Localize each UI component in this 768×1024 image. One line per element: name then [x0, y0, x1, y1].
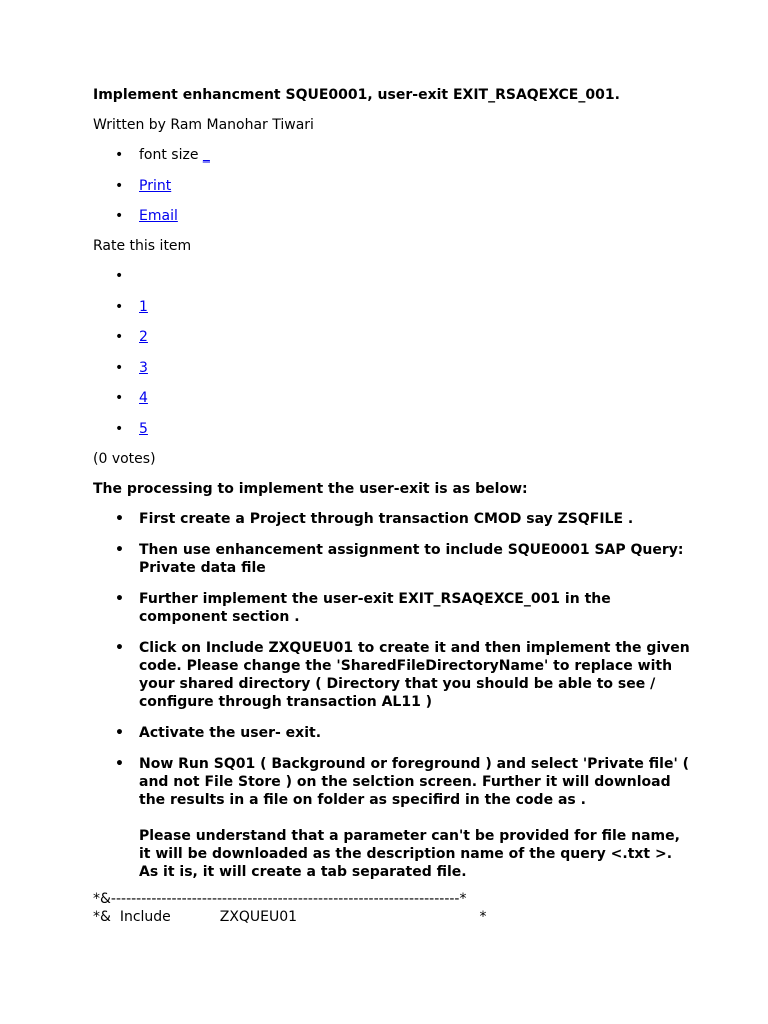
rating-link-5[interactable]: 5	[139, 420, 148, 437]
bullet-icon: •	[115, 639, 124, 656]
rating-list	[93, 267, 693, 438]
vote-count: (0 votes)	[93, 450, 156, 467]
rating-item-2	[93, 328, 693, 346]
rating-item-1	[93, 298, 693, 316]
font-size-link[interactable]: _	[202, 147, 210, 163]
step-item	[93, 639, 693, 711]
code-line: *&---------------------------------------------------------------------*	[93, 891, 467, 907]
bullet-icon: •	[115, 268, 124, 284]
step-note: Please understand that a parameter can't be provided for file name, it will be downloaded as the description name of the query <.txt >. As it is, it will create a tab separated file.	[139, 827, 680, 880]
step-text: Click on Include ZXQUEU01 to create it and then implement the given code. Please change the 'SharedFileDirectoryName' to replace with your shared directory ( Directory that you should be able to see / configure through transaction AL11 )	[139, 639, 690, 710]
bullet-icon: •	[115, 147, 124, 163]
bullet-icon: •	[115, 359, 124, 376]
step-item	[93, 724, 693, 742]
rating-item-4	[93, 389, 693, 407]
article-tools	[93, 146, 693, 225]
rating-item-5	[93, 420, 693, 438]
step-text: Then use enhancement assignment to include SQUE0001 SAP Query: Private data file	[139, 541, 684, 576]
email-item	[93, 207, 693, 225]
article-title: Implement enhancment SQUE0001, user-exit EXIT_RSAQEXCE_001.	[93, 87, 620, 103]
bullet-icon: •	[115, 298, 124, 315]
code-block	[93, 890, 487, 926]
step-text: Now Run SQ01 ( Background or foreground ) and select 'Private file' ( and not File Store ) on the selction screen. Further it will download the results in a file on folder as specifird in the code as .	[139, 755, 690, 808]
intro-text: The processing to implement the user-exit is as below:	[93, 480, 528, 497]
steps-list	[93, 510, 693, 881]
bullet-icon: •	[115, 420, 124, 437]
font-size-label: font size	[139, 147, 203, 163]
bullet-icon: •	[115, 208, 124, 224]
article	[93, 86, 693, 894]
font-size-item	[93, 146, 693, 164]
bullet-icon: •	[115, 724, 124, 741]
bullet-icon: •	[115, 329, 124, 345]
code-line: *& Include ZXQUEU01 *	[93, 909, 487, 925]
bullet-icon: •	[115, 590, 124, 607]
step-item	[93, 590, 693, 626]
step-text: Activate the user- exit.	[139, 724, 322, 741]
print-item	[93, 177, 693, 195]
rating-link-2[interactable]: 2	[139, 329, 148, 345]
rating-item-empty	[93, 267, 693, 285]
article-byline: Written by Ram Manohar Tiwari	[93, 117, 314, 133]
step-item	[93, 541, 693, 577]
bullet-icon: •	[115, 390, 124, 406]
rating-item-3	[93, 359, 693, 377]
step-text: First create a Project through transaction CMOD say ZSQFILE .	[139, 510, 634, 527]
rating-link-3[interactable]: 3	[139, 359, 148, 376]
rating-link-1[interactable]: 1	[139, 298, 148, 315]
bullet-icon: •	[115, 510, 124, 527]
step-item	[93, 755, 693, 881]
print-link[interactable]: Print	[139, 177, 172, 194]
email-link[interactable]: Email	[139, 208, 178, 224]
rating-link-4[interactable]: 4	[139, 390, 148, 406]
bullet-icon: •	[115, 755, 124, 772]
bullet-icon: •	[115, 541, 124, 558]
step-text: Further implement the user-exit EXIT_RSAQEXCE_001 in the component section .	[139, 590, 611, 625]
bullet-icon: •	[115, 177, 124, 194]
rate-label: Rate this item	[93, 238, 192, 254]
step-item	[93, 510, 693, 528]
